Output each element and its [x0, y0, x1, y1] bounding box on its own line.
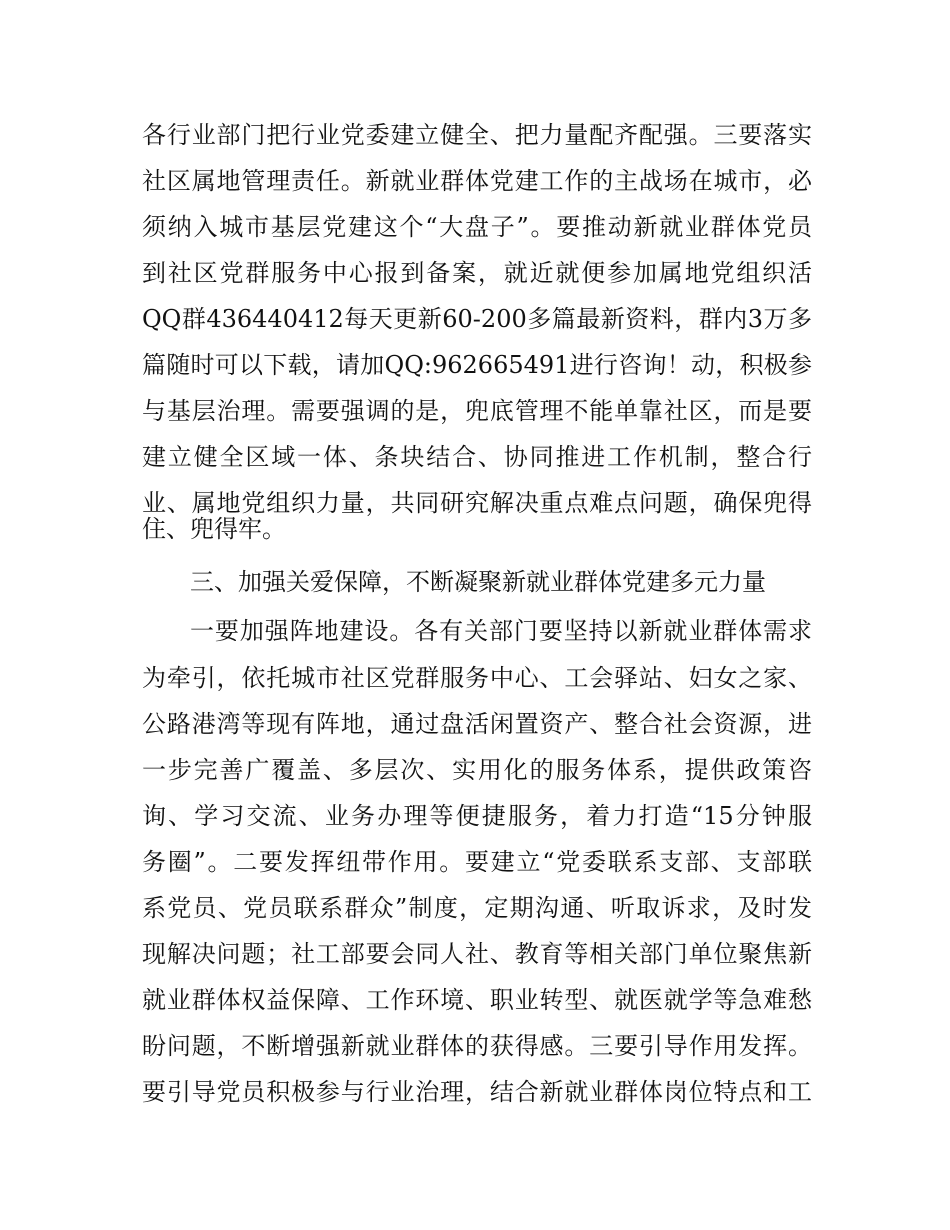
paragraph-line: 公路港湾等现有阵地，通过盘活闲置资产、整合社会资源，进: [142, 710, 812, 738]
paragraph-line: 盼问题，不断增强新就业群体的获得感。三要引导作用发挥。: [142, 1032, 812, 1060]
paragraph-line: 建立健全区域一体、条块结合、协同推进工作机制，整合行: [142, 443, 812, 471]
paragraph-line: 住、兜得牢。: [142, 515, 286, 543]
paragraph-line: 与基层治理。需要强调的是，兜底管理不能单靠社区，而是要: [142, 397, 812, 425]
paragraph-line: 须纳入城市基层党建这个“大盘子”。要推动新就业群体党员: [142, 213, 812, 241]
paragraph-line: 一步完善广覆盖、多层次、实用化的服务体系，提供政策咨: [142, 756, 812, 784]
paragraph-line: 就业群体权益保障、工作环境、职业转型、就医就学等急难愁: [142, 986, 812, 1014]
paragraph-line: 询、学习交流、业务办理等便捷服务，着力打造“15分钟服: [142, 802, 812, 830]
paragraph-line: 要引导党员积极参与行业治理，结合新就业群体岗位特点和工: [142, 1078, 812, 1106]
paragraph-line: 篇随时可以下载，请加QQ:962665491进行咨询！动，积极参: [142, 351, 812, 379]
paragraph-line: 到社区党群服务中心报到备案，就近就便参加属地党组织活: [142, 259, 812, 287]
paragraph-line: 一要加强阵地建设。各有关部门要坚持以新就业群体需求: [190, 617, 812, 645]
paragraph-line: 业、属地党组织力量，共同研究解决重点难点问题，确保兜得: [142, 489, 812, 517]
paragraph-line: QQ群436440412每天更新60-200多篇最新资料，群内3万多: [142, 305, 812, 333]
paragraph-line: 为牵引，依托城市社区党群服务中心、工会驿站、妇女之家、: [142, 664, 812, 692]
section-heading: 三、加强关爱保障，不断凝聚新就业群体党建多元力量: [190, 568, 766, 596]
paragraph-line: 务圈”。二要发挥纽带作用。要建立“党委联系支部、支部联: [142, 848, 812, 876]
paragraph-line: 各行业部门把行业党委建立健全、把力量配齐配强。三要落实: [142, 121, 812, 149]
paragraph-line: 社区属地管理责任。新就业群体党建工作的主战场在城市，必: [142, 167, 812, 195]
paragraph-line: 系党员、党员联系群众”制度，定期沟通、听取诉求，及时发: [142, 894, 812, 922]
paragraph-line: 现解决问题；社工部要会同人社、教育等相关部门单位聚焦新: [142, 940, 812, 968]
